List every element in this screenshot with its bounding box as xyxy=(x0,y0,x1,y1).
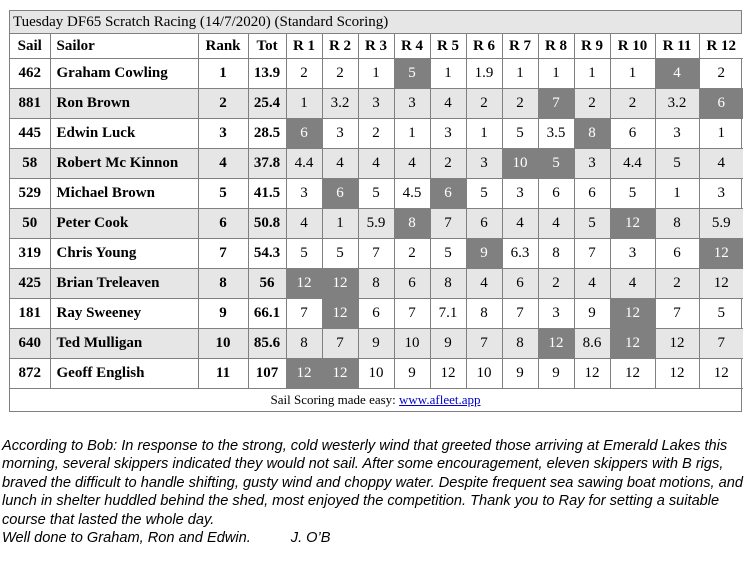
race-score-cell: 5 xyxy=(502,119,538,149)
race-score-cell: 8.6 xyxy=(574,329,610,359)
results-table-panel xyxy=(9,10,742,412)
race-score-cell: 12 xyxy=(430,359,466,389)
race-score-cell: 4 xyxy=(610,269,655,299)
race-score-cell: 4 xyxy=(502,209,538,239)
total-cell: 85.6 xyxy=(248,329,286,359)
race-score-cell: 6 xyxy=(502,269,538,299)
race-score-cell: 7.1 xyxy=(430,299,466,329)
race-score-cell: 2 xyxy=(655,269,699,299)
sailor-name-cell: Ron Brown xyxy=(50,89,198,119)
race-score-cell: 6 xyxy=(610,119,655,149)
race-score-cell: 5 xyxy=(610,179,655,209)
rank-cell: 10 xyxy=(198,329,248,359)
table-row xyxy=(10,179,743,209)
race-score-cell: 2 xyxy=(502,89,538,119)
race-score-cell: 2 xyxy=(699,59,743,89)
discarded-race-score-cell: 12 xyxy=(286,269,322,299)
rank-cell: 11 xyxy=(198,359,248,389)
rank-cell: 7 xyxy=(198,239,248,269)
race-score-cell: 7 xyxy=(655,299,699,329)
race-score-cell: 12 xyxy=(655,329,699,359)
total-cell: 41.5 xyxy=(248,179,286,209)
race-score-cell: 8 xyxy=(655,209,699,239)
race-score-cell: 6 xyxy=(574,179,610,209)
race-score-cell: 4 xyxy=(466,269,502,299)
sailor-name-cell: Graham Cowling xyxy=(50,59,198,89)
sail-number-cell: 50 xyxy=(10,209,50,239)
race-score-cell: 2 xyxy=(574,89,610,119)
total-cell: 37.8 xyxy=(248,149,286,179)
total-cell: 56 xyxy=(248,269,286,299)
race-score-cell: 3 xyxy=(699,179,743,209)
race-score-cell: 8 xyxy=(286,329,322,359)
total-cell: 54.3 xyxy=(248,239,286,269)
race-score-cell: 3 xyxy=(430,119,466,149)
race-score-cell: 5 xyxy=(466,179,502,209)
discarded-race-score-cell: 10 xyxy=(502,149,538,179)
column-header: R 2 xyxy=(322,34,358,59)
race-score-cell: 3 xyxy=(358,89,394,119)
race-score-cell: 4 xyxy=(538,209,574,239)
discarded-race-score-cell: 12 xyxy=(699,239,743,269)
race-score-cell: 3 xyxy=(574,149,610,179)
results-title: Tuesday DF65 Scratch Racing (14/7/2020) (Standard Scoring) xyxy=(10,11,741,34)
race-score-cell: 4 xyxy=(358,149,394,179)
race-score-cell: 1 xyxy=(699,119,743,149)
race-score-cell: 1 xyxy=(610,59,655,89)
column-header: R 5 xyxy=(430,34,466,59)
discarded-race-score-cell: 12 xyxy=(286,359,322,389)
race-score-cell: 3 xyxy=(538,299,574,329)
sailor-name-cell: Edwin Luck xyxy=(50,119,198,149)
race-score-cell: 1.9 xyxy=(466,59,502,89)
race-score-cell: 4 xyxy=(286,209,322,239)
table-row xyxy=(10,89,743,119)
race-score-cell: 10 xyxy=(466,359,502,389)
race-score-cell: 1 xyxy=(322,209,358,239)
race-score-cell: 5 xyxy=(655,149,699,179)
discarded-race-score-cell: 6 xyxy=(322,179,358,209)
table-row xyxy=(10,269,743,299)
race-score-cell: 9 xyxy=(358,329,394,359)
rank-cell: 9 xyxy=(198,299,248,329)
race-score-cell: 4 xyxy=(430,89,466,119)
discarded-race-score-cell: 12 xyxy=(322,299,358,329)
sailor-name-cell: Brian Treleaven xyxy=(50,269,198,299)
race-score-cell: 4.4 xyxy=(286,149,322,179)
column-header: R 12 xyxy=(699,34,743,59)
race-score-cell: 4 xyxy=(322,149,358,179)
footer-text: Sail Scoring made easy: xyxy=(270,392,400,407)
race-score-cell: 6 xyxy=(394,269,430,299)
column-header: R 8 xyxy=(538,34,574,59)
discarded-race-score-cell: 5 xyxy=(394,59,430,89)
race-score-cell: 7 xyxy=(430,209,466,239)
column-header: R 4 xyxy=(394,34,430,59)
race-score-cell: 5 xyxy=(358,179,394,209)
race-score-cell: 8 xyxy=(538,239,574,269)
total-cell: 50.8 xyxy=(248,209,286,239)
table-row xyxy=(10,119,743,149)
column-header: Tot xyxy=(248,34,286,59)
sailor-name-cell: Peter Cook xyxy=(50,209,198,239)
sail-number-cell: 181 xyxy=(10,299,50,329)
total-cell: 25.4 xyxy=(248,89,286,119)
discarded-race-score-cell: 6 xyxy=(286,119,322,149)
discarded-race-score-cell: 8 xyxy=(394,209,430,239)
race-score-cell: 7 xyxy=(286,299,322,329)
column-header: Sailor xyxy=(50,34,198,59)
race-score-cell: 6 xyxy=(538,179,574,209)
race-score-cell: 2 xyxy=(430,149,466,179)
race-score-cell: 9 xyxy=(502,359,538,389)
race-score-cell: 5.9 xyxy=(358,209,394,239)
rank-cell: 3 xyxy=(198,119,248,149)
discarded-race-score-cell: 7 xyxy=(538,89,574,119)
column-header: R 11 xyxy=(655,34,699,59)
discarded-race-score-cell: 12 xyxy=(610,329,655,359)
sailor-name-cell: Chris Young xyxy=(50,239,198,269)
race-report-signature: J. O’B xyxy=(290,530,331,547)
sail-number-cell: 529 xyxy=(10,179,50,209)
race-report-body: According to Bob: In response to the strong, cold westerly wind that greeted those arriving at Emerald Lakes this morning, several skippers indicated they would not sail. After some encouragement, eleven skippers with B rigs, braved the difficult to handle shifting, gusty wind and choppy water. Despite frequent sea sawing boat motions, and lunch in shelter huddled behind the shed, most enjoyed the competition. Thank you to Ray for setting a suitable course that lasted the whole day. xyxy=(2,438,743,528)
rank-cell: 2 xyxy=(198,89,248,119)
race-score-cell: 1 xyxy=(502,59,538,89)
race-score-cell: 5 xyxy=(322,239,358,269)
discarded-race-score-cell: 12 xyxy=(538,329,574,359)
race-score-cell: 7 xyxy=(699,329,743,359)
column-header: R 7 xyxy=(502,34,538,59)
sail-number-cell: 319 xyxy=(10,239,50,269)
column-header: R 6 xyxy=(466,34,502,59)
race-score-cell: 5 xyxy=(699,299,743,329)
rank-cell: 1 xyxy=(198,59,248,89)
race-score-cell: 2 xyxy=(466,89,502,119)
race-score-cell: 5.9 xyxy=(699,209,743,239)
race-score-cell: 8 xyxy=(358,269,394,299)
race-score-cell: 12 xyxy=(574,359,610,389)
sail-number-cell: 640 xyxy=(10,329,50,359)
race-score-cell: 8 xyxy=(430,269,466,299)
race-score-cell: 10 xyxy=(358,359,394,389)
sailor-name-cell: Ray Sweeney xyxy=(50,299,198,329)
table-row xyxy=(10,329,743,359)
discarded-race-score-cell: 5 xyxy=(538,149,574,179)
discarded-race-score-cell: 4 xyxy=(655,59,699,89)
total-cell: 107 xyxy=(248,359,286,389)
table-row xyxy=(10,299,743,329)
race-score-cell: 2 xyxy=(610,89,655,119)
discarded-race-score-cell: 8 xyxy=(574,119,610,149)
race-score-cell: 3.2 xyxy=(322,89,358,119)
afleet-link[interactable]: www.afleet.app xyxy=(399,392,481,407)
race-score-cell: 2 xyxy=(538,269,574,299)
sailor-name-cell: Ted Mulligan xyxy=(50,329,198,359)
rank-cell: 6 xyxy=(198,209,248,239)
race-score-cell: 3 xyxy=(286,179,322,209)
footer xyxy=(10,389,741,411)
race-score-cell: 4.4 xyxy=(610,149,655,179)
discarded-race-score-cell: 6 xyxy=(430,179,466,209)
total-cell: 66.1 xyxy=(248,299,286,329)
column-header: R 3 xyxy=(358,34,394,59)
table-header-row xyxy=(10,34,743,59)
sailor-name-cell: Michael Brown xyxy=(50,179,198,209)
race-score-cell: 9 xyxy=(574,299,610,329)
race-score-cell: 12 xyxy=(610,359,655,389)
race-score-cell: 8 xyxy=(466,299,502,329)
race-score-cell: 2 xyxy=(286,59,322,89)
race-score-cell: 5 xyxy=(430,239,466,269)
race-score-cell: 4 xyxy=(574,269,610,299)
race-score-cell: 2 xyxy=(322,59,358,89)
table-row xyxy=(10,149,743,179)
rank-cell: 8 xyxy=(198,269,248,299)
rank-cell: 4 xyxy=(198,149,248,179)
race-score-cell: 1 xyxy=(430,59,466,89)
race-score-cell: 4 xyxy=(699,149,743,179)
race-score-cell: 8 xyxy=(502,329,538,359)
race-score-cell: 7 xyxy=(502,299,538,329)
race-score-cell: 6.3 xyxy=(502,239,538,269)
discarded-race-score-cell: 9 xyxy=(466,239,502,269)
table-row xyxy=(10,239,743,269)
race-score-cell: 1 xyxy=(394,119,430,149)
race-score-cell: 4.5 xyxy=(394,179,430,209)
table-body xyxy=(10,59,743,389)
race-score-cell: 12 xyxy=(699,269,743,299)
column-header: Sail xyxy=(10,34,50,59)
race-score-cell: 1 xyxy=(466,119,502,149)
discarded-race-score-cell: 12 xyxy=(322,269,358,299)
discarded-race-score-cell: 12 xyxy=(322,359,358,389)
sail-number-cell: 872 xyxy=(10,359,50,389)
race-score-cell: 7 xyxy=(322,329,358,359)
column-header: Rank xyxy=(198,34,248,59)
race-score-cell: 7 xyxy=(358,239,394,269)
column-header: R 9 xyxy=(574,34,610,59)
race-score-cell: 12 xyxy=(699,359,743,389)
race-score-cell: 3 xyxy=(394,89,430,119)
race-score-cell: 2 xyxy=(358,119,394,149)
race-score-cell: 2 xyxy=(394,239,430,269)
race-score-cell: 6 xyxy=(655,239,699,269)
race-score-cell: 4 xyxy=(394,149,430,179)
sail-number-cell: 881 xyxy=(10,89,50,119)
sail-number-cell: 445 xyxy=(10,119,50,149)
race-score-cell: 9 xyxy=(538,359,574,389)
race-score-cell: 5 xyxy=(286,239,322,269)
race-score-cell: 3 xyxy=(610,239,655,269)
race-score-cell: 1 xyxy=(655,179,699,209)
race-score-cell: 1 xyxy=(286,89,322,119)
race-report-closing-line xyxy=(2,529,754,547)
race-score-cell: 3 xyxy=(502,179,538,209)
race-score-cell: 3.2 xyxy=(655,89,699,119)
race-score-cell: 1 xyxy=(358,59,394,89)
discarded-race-score-cell: 12 xyxy=(610,209,655,239)
race-score-cell: 6 xyxy=(358,299,394,329)
race-score-cell: 9 xyxy=(430,329,466,359)
race-score-cell: 6 xyxy=(466,209,502,239)
race-score-cell: 9 xyxy=(394,359,430,389)
column-header: R 1 xyxy=(286,34,322,59)
table-row xyxy=(10,359,743,389)
race-score-cell: 7 xyxy=(574,239,610,269)
table-row xyxy=(10,209,743,239)
sail-number-cell: 58 xyxy=(10,149,50,179)
race-score-cell: 10 xyxy=(394,329,430,359)
race-score-cell: 3.5 xyxy=(538,119,574,149)
race-score-cell: 3 xyxy=(322,119,358,149)
race-report-closing: Well done to Graham, Ron and Edwin. xyxy=(2,530,251,547)
table-row xyxy=(10,59,743,89)
race-score-cell: 1 xyxy=(574,59,610,89)
discarded-race-score-cell: 6 xyxy=(699,89,743,119)
column-header: R 10 xyxy=(610,34,655,59)
results-table xyxy=(10,34,743,389)
race-score-cell: 5 xyxy=(574,209,610,239)
total-cell: 13.9 xyxy=(248,59,286,89)
discarded-race-score-cell: 12 xyxy=(610,299,655,329)
sailor-name-cell: Geoff English xyxy=(50,359,198,389)
race-score-cell: 12 xyxy=(655,359,699,389)
rank-cell: 5 xyxy=(198,179,248,209)
race-report xyxy=(2,437,754,547)
race-score-cell: 7 xyxy=(394,299,430,329)
sail-number-cell: 462 xyxy=(10,59,50,89)
race-score-cell: 7 xyxy=(466,329,502,359)
sailor-name-cell: Robert Mc Kinnon xyxy=(50,149,198,179)
race-score-cell: 3 xyxy=(466,149,502,179)
race-score-cell: 1 xyxy=(538,59,574,89)
sail-number-cell: 425 xyxy=(10,269,50,299)
total-cell: 28.5 xyxy=(248,119,286,149)
race-score-cell: 3 xyxy=(655,119,699,149)
